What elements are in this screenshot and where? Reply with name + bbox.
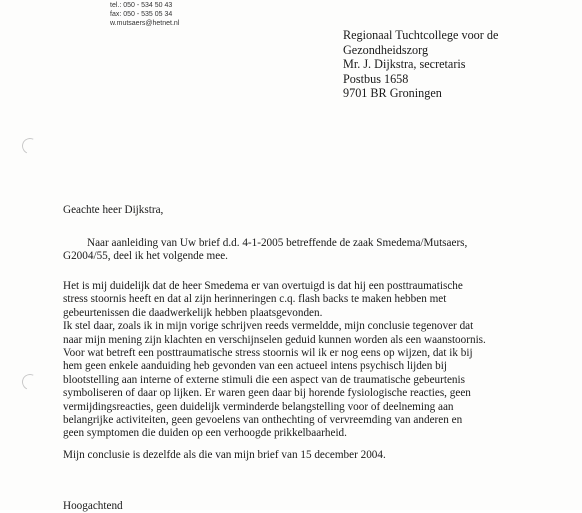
recipient-line: Gezondheidszorg [343,42,429,57]
conclusion-text: Mijn conclusie is dezelfde als die van mijn brief van 15 december 2004. [63,449,386,461]
recipient-line: 9701 BR Groningen [343,86,442,101]
main-line: belangrijke activiteiten, geen gevoelens van onthechting of vervreemding van anderen en [63,414,463,427]
main-line: Voor wat betreft een posttraumatische stress stoornis wil ik er nog eens op wijzen, dat ik bij [63,347,473,360]
main-line: stress stoornis heeft en dat al zijn herinneringen c.q. flash backs te maken hebben met [63,293,447,306]
main-line: symboliseren of daar op lijken. Er waren geen daar bij horende fysiologische reacties, geen [63,387,471,400]
main-line: Ik stel daar, zoals ik in mijn vorige schrijven reeds vermeldde, mijn conclusie tegenover dat [63,320,474,333]
main-line: Het is mij duidelijk dat de heer Smedema er van overtuigd is dat hij een posttraumatische [63,280,463,292]
main-paragraph [63,280,563,441]
sender-email: w.mutsaers@hetnet.nl [110,20,180,27]
main-line: vermijdingsreacties, geen duidelijk verminderde belangstelling voor of deelneming aan [63,400,454,413]
salutation [63,204,563,217]
sender-fax: fax: 050 - 535 05 34 [110,11,173,18]
conclusion-paragraph [63,449,563,462]
punch-hole-mark [20,372,41,393]
main-line: gebeurtenissen die daadwerkelijk hebben plaatsgevonden. [63,306,323,319]
recipient-address [343,28,498,101]
sender-letterhead [110,0,179,28]
recipient-line: Regionaal Tuchtcollege voor de [343,28,499,42]
main-line: geen symptomen die duiden op een verhoogde prikkelbaarheid. [63,427,347,440]
main-line: hem geen enkele aanduiding heb gevonden van een actueel intens psychisch lijden bij [63,360,447,373]
recipient-line: Mr. J. Dijkstra, secretaris [343,57,466,72]
main-line: blootstelling aan interne of externe stimuli die een aspect van de traumatische gebeurtenis [63,373,465,386]
punch-hole-mark [20,136,41,157]
sender-phone: tel.: 050 - 534 50 43 [110,2,173,9]
recipient-line: Postbus 1658 [343,71,409,86]
intro-line: Naar aanleiding van Uw brief d.d. 4-1-2005 betreffende de zaak Smedema/Mutsaers, [87,237,468,249]
salutation-text: Geachte heer Dijkstra, [63,204,164,216]
closing [63,500,563,513]
intro-line: G2004/55, deel ik het volgende mee. [63,250,228,263]
closing-text: Hoogachtend [63,500,123,512]
intro-paragraph [63,237,563,264]
main-line: naar mijn mening zijn klachten en verschijnselen geduid kunnen worden als een waanstoornis. [63,333,486,346]
